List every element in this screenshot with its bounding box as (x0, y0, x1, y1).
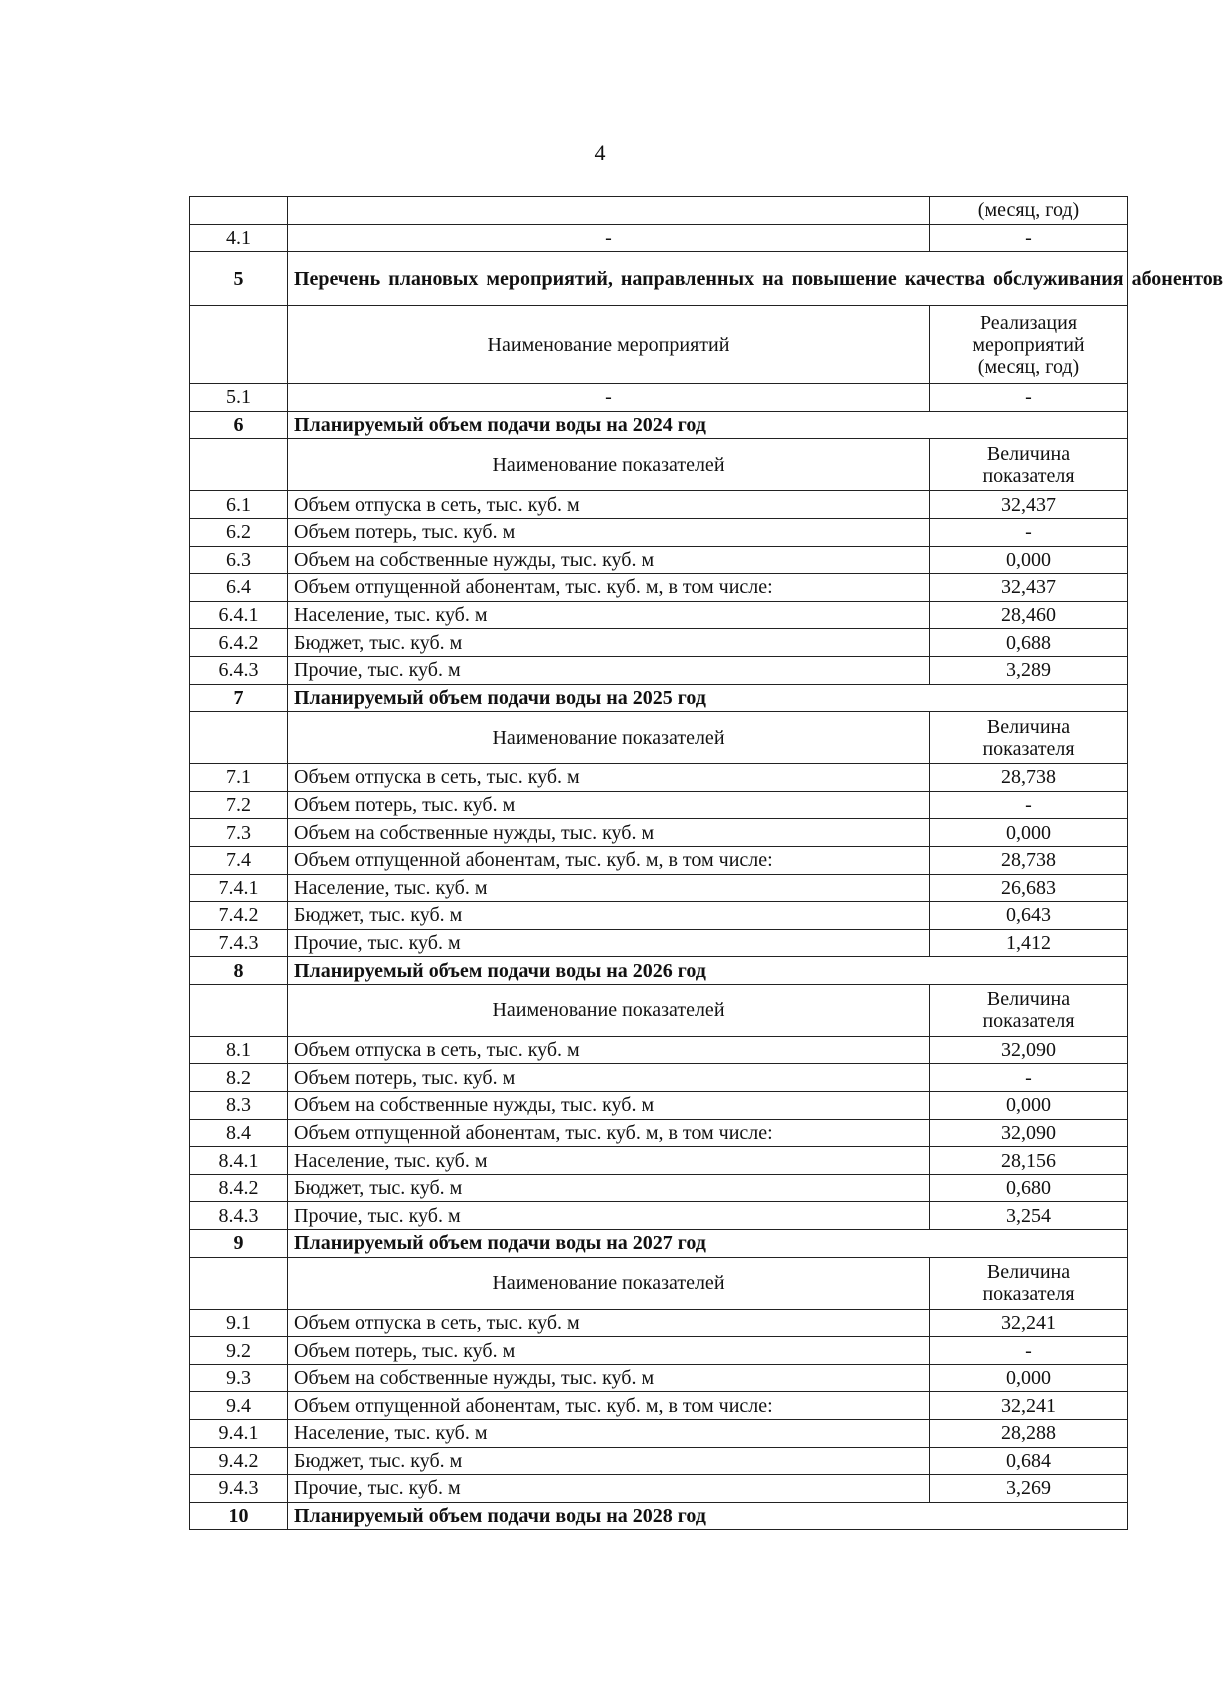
section-header-row (190, 957, 1128, 985)
row-number: 7.4.1 (190, 874, 288, 902)
row-value: 3,289 (930, 656, 1128, 684)
row-number: 6.4.2 (190, 629, 288, 657)
row-value: - (930, 1064, 1128, 1092)
table-row (190, 929, 1128, 957)
row-name: Бюджет, тыс. куб. м (288, 902, 930, 930)
row-value: 26,683 (930, 874, 1128, 902)
row-value: 0,000 (930, 1364, 1128, 1392)
row-number: 9.4.1 (190, 1420, 288, 1448)
row-value: 32,241 (930, 1309, 1128, 1337)
row-value: - (930, 224, 1128, 252)
row-name: Объем отпуска в сеть, тыс. куб. м (288, 764, 930, 792)
section-number: 9 (190, 1230, 288, 1258)
row-number: 8.2 (190, 1064, 288, 1092)
row-number: 7.4.3 (190, 929, 288, 957)
row-value: - (930, 518, 1128, 546)
table-row (190, 1392, 1128, 1420)
section-header-row (190, 1502, 1128, 1530)
section-number: 6 (190, 411, 288, 439)
table-row (190, 629, 1128, 657)
table-row (190, 846, 1128, 874)
header-line: Величина (986, 988, 1071, 1011)
row-name: Объем на собственные нужды, тыс. куб. м (288, 1364, 930, 1392)
row-name: Объем отпущенной абонентам, тыс. куб. м, в том числе: (288, 846, 930, 874)
row-number: 5.1 (190, 384, 288, 412)
column-header-name: Наименование показателей (288, 984, 930, 1036)
table-row (190, 601, 1128, 629)
column-header-name: Наименование показателей (288, 712, 930, 764)
row-name: Население, тыс. куб. м (288, 1147, 930, 1175)
row-value: 0,643 (930, 902, 1128, 930)
row-value: 0,000 (930, 546, 1128, 574)
section-number: 7 (190, 684, 288, 712)
header-line: (месяц, год) (977, 355, 1080, 378)
row-value: 32,090 (930, 1036, 1128, 1064)
header-line: Величина (986, 715, 1071, 738)
section-number: 10 (190, 1502, 288, 1530)
column-header-row (190, 712, 1128, 764)
header-line: Величина (986, 1261, 1071, 1284)
row-name: Объем потерь, тыс. куб. м (288, 518, 930, 546)
row-value: 0,000 (930, 1092, 1128, 1120)
row-value: - (930, 791, 1128, 819)
row-value: 32,437 (930, 574, 1128, 602)
table-row (190, 518, 1128, 546)
table-row (190, 1174, 1128, 1202)
row-value: 0,688 (930, 629, 1128, 657)
row-value: 28,738 (930, 764, 1128, 792)
row-name: Бюджет, тыс. куб. м (288, 1174, 930, 1202)
section-number: 8 (190, 957, 288, 985)
table-row (190, 1447, 1128, 1475)
row-value: 1,412 (930, 929, 1128, 957)
table-row (190, 1147, 1128, 1175)
table-row (190, 1364, 1128, 1392)
row-value: - (930, 1337, 1128, 1365)
empty-cell (288, 197, 930, 225)
row-number: 8.1 (190, 1036, 288, 1064)
empty-cell (190, 439, 288, 491)
section-title: Планируемый объем подачи воды на 2024 год (288, 411, 1128, 439)
row-number: 6.3 (190, 546, 288, 574)
row-value: 28,156 (930, 1147, 1128, 1175)
row-number: 8.4.2 (190, 1174, 288, 1202)
row-value: 0,680 (930, 1174, 1128, 1202)
column-header-value (930, 1257, 1128, 1309)
row-name: Население, тыс. куб. м (288, 601, 930, 629)
row-name: Объем отпущенной абонентам, тыс. куб. м, в том числе: (288, 1119, 930, 1147)
row-number: 6.1 (190, 491, 288, 519)
table-row (190, 1119, 1128, 1147)
row-number: 8.4.1 (190, 1147, 288, 1175)
row-value: 32,241 (930, 1392, 1128, 1420)
section-title: Перечень плановых мероприятий, направленных на повышение качества обслуживания абонентов (288, 252, 1128, 306)
column-header-row (190, 439, 1128, 491)
section-number: 5 (190, 252, 288, 306)
table-row (190, 902, 1128, 930)
row-value: - (930, 384, 1128, 412)
row-value: 28,460 (930, 601, 1128, 629)
row-number: 6.4.1 (190, 601, 288, 629)
table-row (190, 1036, 1128, 1064)
row-value: 3,269 (930, 1475, 1128, 1503)
empty-cell (190, 306, 288, 384)
row-number: 6.2 (190, 518, 288, 546)
row-number: 7.2 (190, 791, 288, 819)
table-row (190, 1475, 1128, 1503)
column-header-value (930, 306, 1128, 384)
row-number: 8.4 (190, 1119, 288, 1147)
row-number: 9.1 (190, 1309, 288, 1337)
row-number: 6.4 (190, 574, 288, 602)
empty-cell (190, 712, 288, 764)
row-name: Население, тыс. куб. м (288, 1420, 930, 1448)
row-name: Объем потерь, тыс. куб. м (288, 1064, 930, 1092)
table-row (190, 1337, 1128, 1365)
row-number: 6.4.3 (190, 656, 288, 684)
row-name: Объем на собственные нужды, тыс. куб. м (288, 546, 930, 574)
column-header-row (190, 984, 1128, 1036)
row-name: - (288, 224, 930, 252)
column-header-name: Наименование мероприятий (288, 306, 930, 384)
row-name: Объем отпуска в сеть, тыс. куб. м (288, 491, 930, 519)
row-name: Объем отпуска в сеть, тыс. куб. м (288, 1309, 930, 1337)
section-title: Планируемый объем подачи воды на 2025 год (288, 684, 1128, 712)
continued-header-cell: (месяц, год) (930, 197, 1128, 225)
row-number: 9.4 (190, 1392, 288, 1420)
table-row (190, 764, 1128, 792)
row-name: Объем на собственные нужды, тыс. куб. м (288, 819, 930, 847)
row-name: Бюджет, тыс. куб. м (288, 1447, 930, 1475)
row-number: 9.4.3 (190, 1475, 288, 1503)
row-value: 0,000 (930, 819, 1128, 847)
row-name: Объем на собственные нужды, тыс. куб. м (288, 1092, 930, 1120)
header-line: показателя (982, 464, 1075, 487)
row-value: 32,090 (930, 1119, 1128, 1147)
table-row (190, 224, 1128, 252)
header-line: мероприятий (972, 333, 1085, 356)
row-value: 3,254 (930, 1202, 1128, 1230)
header-line: показателя (982, 1283, 1075, 1306)
table-row (190, 1064, 1128, 1092)
row-number: 8.3 (190, 1092, 288, 1120)
row-name: Объем отпущенной абонентам, тыс. куб. м, в том числе: (288, 574, 930, 602)
row-name: Прочие, тыс. куб. м (288, 929, 930, 957)
row-number: 7.1 (190, 764, 288, 792)
row-number: 7.3 (190, 819, 288, 847)
header-line: Реализация (979, 311, 1078, 334)
column-header-value (930, 712, 1128, 764)
row-number: 7.4 (190, 846, 288, 874)
row-name: Объем потерь, тыс. куб. м (288, 791, 930, 819)
row-name: Объем отпуска в сеть, тыс. куб. м (288, 1036, 930, 1064)
row-name: Объем потерь, тыс. куб. м (288, 1337, 930, 1365)
column-header-row (190, 1257, 1128, 1309)
table-row (190, 1202, 1128, 1230)
section-header-row (190, 684, 1128, 712)
row-name: Население, тыс. куб. м (288, 874, 930, 902)
section-title: Планируемый объем подачи воды на 2027 год (288, 1230, 1128, 1258)
row-name: Бюджет, тыс. куб. м (288, 629, 930, 657)
row-name: Прочие, тыс. куб. м (288, 656, 930, 684)
table-row (190, 546, 1128, 574)
row-number: 4.1 (190, 224, 288, 252)
table-row (190, 384, 1128, 412)
empty-cell (190, 984, 288, 1036)
row-number: 7.4.2 (190, 902, 288, 930)
row-value: 28,288 (930, 1420, 1128, 1448)
column-header-name: Наименование показателей (288, 1257, 930, 1309)
table-row (190, 656, 1128, 684)
row-name: Объем отпущенной абонентам, тыс. куб. м, в том числе: (288, 1392, 930, 1420)
table-row (190, 491, 1128, 519)
table-row (190, 1092, 1128, 1120)
table-row (190, 574, 1128, 602)
table-row (190, 874, 1128, 902)
column-header-row (190, 306, 1128, 384)
row-name: Прочие, тыс. куб. м (288, 1475, 930, 1503)
row-name: Прочие, тыс. куб. м (288, 1202, 930, 1230)
table-row (190, 197, 1128, 225)
row-number: 8.4.3 (190, 1202, 288, 1230)
header-line: Величина (986, 442, 1071, 465)
section-title: Планируемый объем подачи воды на 2028 год (288, 1502, 1128, 1530)
table-row (190, 1309, 1128, 1337)
table-body (190, 197, 1223, 1530)
row-value: 0,684 (930, 1447, 1128, 1475)
section-header-row (190, 411, 1128, 439)
row-value: 28,738 (930, 846, 1128, 874)
table-row (190, 819, 1128, 847)
row-value: 32,437 (930, 491, 1128, 519)
row-name: - (288, 384, 930, 412)
table-row (190, 1420, 1128, 1448)
section-header-row (190, 1230, 1128, 1258)
section-title: Планируемый объем подачи воды на 2026 год (288, 957, 1128, 985)
row-number: 9.4.2 (190, 1447, 288, 1475)
empty-cell (190, 1257, 288, 1309)
section-header-row (190, 252, 1128, 306)
water-supply-table (189, 196, 1223, 1530)
column-header-value (930, 984, 1128, 1036)
table-row (190, 791, 1128, 819)
header-line: показателя (982, 737, 1075, 760)
row-number: 9.2 (190, 1337, 288, 1365)
page-number: 4 (594, 140, 606, 165)
row-number: 9.3 (190, 1364, 288, 1392)
header-line: показателя (982, 1010, 1075, 1033)
empty-cell (190, 197, 288, 225)
column-header-value (930, 439, 1128, 491)
column-header-name: Наименование показателей (288, 439, 930, 491)
